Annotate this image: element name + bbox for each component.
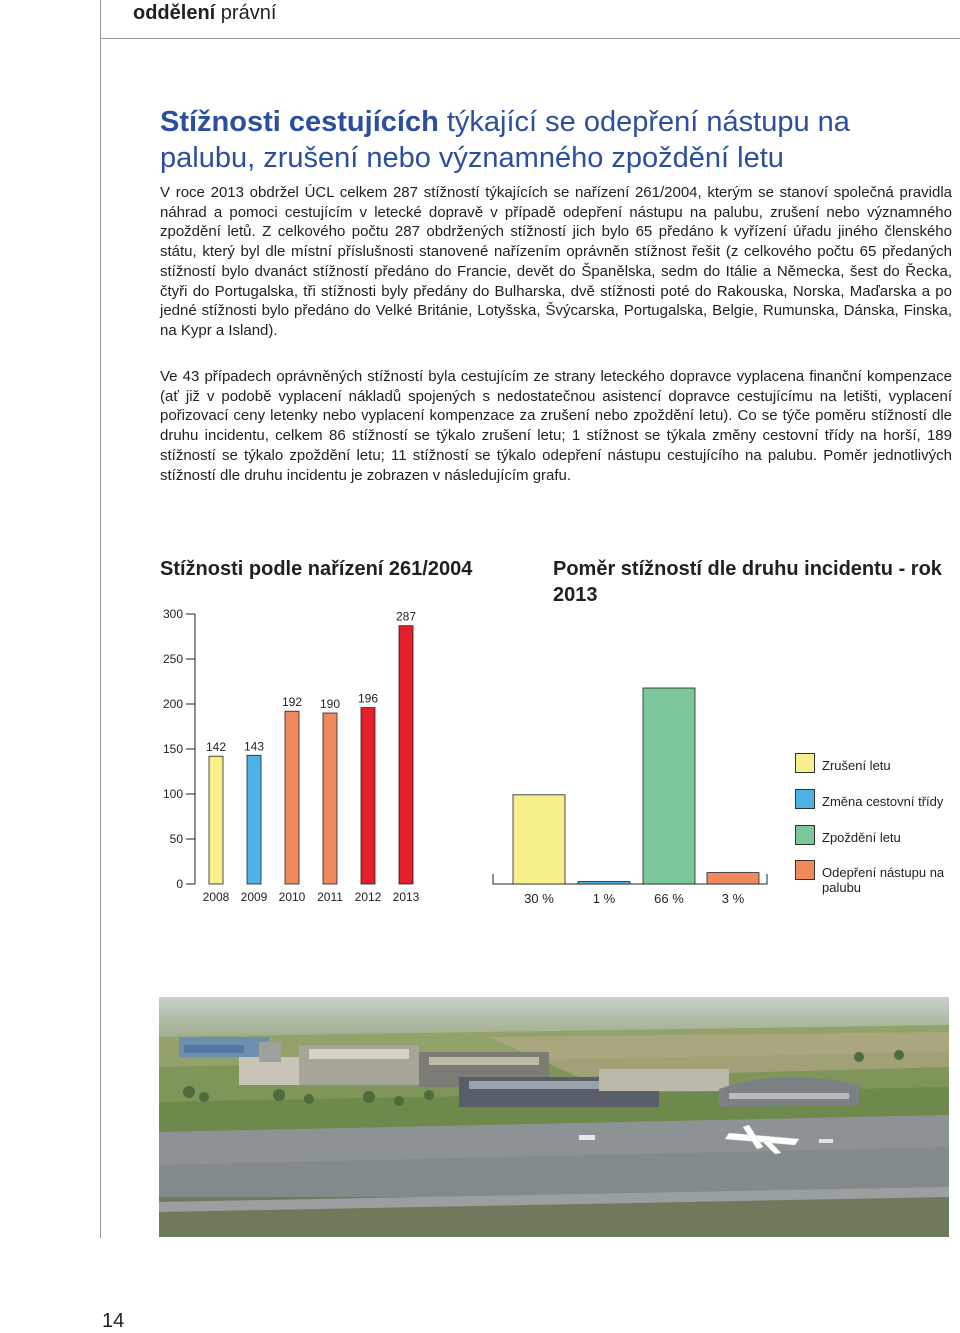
bar-4 bbox=[707, 873, 759, 884]
page-title bbox=[160, 104, 940, 176]
airport-aerial-photo bbox=[159, 997, 949, 1237]
section-header-rest: právní bbox=[220, 2, 277, 24]
bar-2012 bbox=[361, 708, 375, 884]
bar-2013 bbox=[399, 626, 413, 884]
bar-2 bbox=[578, 882, 630, 885]
bar-2011 bbox=[323, 713, 337, 884]
y-tick-label: 250 bbox=[162, 652, 183, 666]
page-title-bold: Stížnosti cestujících bbox=[160, 106, 439, 138]
bar-3 bbox=[643, 688, 695, 884]
y-tick-label: 150 bbox=[162, 742, 183, 756]
legend-swatch bbox=[795, 825, 815, 845]
y-tick-label: 100 bbox=[162, 787, 183, 801]
bar-percent-label: 3 % bbox=[721, 891, 745, 906]
x-tick-label: 2013 bbox=[392, 890, 420, 904]
bar-value-label: 196 bbox=[357, 691, 379, 706]
body-paragraph-2: Ve 43 případech oprávněných stížností byla cestujícím ze strany leteckého dopravce vyplacena finanční kompenzace (ať již v podobě vyplacení nákladů spojených s nedostatečnou asistencí dopravce cestujícímu na letišti, vyplacení pořizovací ceny letenky nebo vyplacení kompenzace za zrušení nebo zpoždění letu). Co se týče poměru stížností dle druhu incidentu, celkem 86 stížností se týkalo zrušení letu; 1 stížnost se týkala změny cestovní třídy na horší, 189 stížností se týkalo zpoždění letu; 11 stížností se týkalo odepření nástupu cestujícího na palubu. Poměr jednotlivých stížností dle druhu incidentu je zobrazen v následujícím grafu. bbox=[160, 368, 952, 484]
bar-1 bbox=[513, 795, 565, 884]
margin-rule bbox=[100, 38, 101, 1238]
y-tick-label: 0 bbox=[176, 877, 183, 891]
y-tick-label: 300 bbox=[162, 607, 183, 621]
bar-percent-label: 30 % bbox=[524, 891, 554, 906]
page-title-rest: týkající se odepření nástupu na palubu, zrušení nebo významného zpoždění letu bbox=[160, 106, 850, 174]
y-tick-label: 50 bbox=[169, 832, 183, 846]
legend-label: Změna cestovní třídy bbox=[822, 794, 944, 809]
chart-left-title: Stížnosti podle nařízení 261/2004 bbox=[160, 558, 473, 580]
legend-swatch bbox=[795, 753, 815, 773]
x-tick-label: 2012 bbox=[354, 890, 382, 904]
bar-percent-label: 1 % bbox=[592, 891, 616, 906]
x-tick-label: 2009 bbox=[240, 890, 268, 904]
legend-swatch bbox=[795, 860, 815, 880]
bar-2009 bbox=[247, 755, 261, 884]
section-header bbox=[133, 2, 276, 25]
legend-swatch bbox=[795, 789, 815, 809]
legend-label: Odepření nástupu na palubu bbox=[822, 865, 945, 895]
legend-label: Zpoždění letu bbox=[822, 830, 901, 845]
bar-percent-label: 66 % bbox=[654, 891, 684, 906]
section-header-bold: oddělení bbox=[133, 2, 216, 24]
incident-ratio-chart bbox=[485, 600, 775, 920]
legend-label: Zrušení letu bbox=[822, 758, 891, 773]
page-number: 14 bbox=[102, 1310, 125, 1332]
x-tick-label: 2008 bbox=[202, 890, 230, 904]
bar-2008 bbox=[209, 756, 223, 884]
header-rule bbox=[100, 38, 960, 39]
bar-value-label: 143 bbox=[243, 739, 265, 754]
bar-value-label: 142 bbox=[205, 740, 227, 755]
complaints-by-year-chart bbox=[150, 590, 440, 920]
body-paragraph-1: V roce 2013 obdržel ÚCL celkem 287 stížností týkajících se nařízení 261/2004, kterým se stanoví společná pravidla náhrad a pomoci cestujícím v letecké dopravě v případě odepření nástupu na palubu, zrušení nebo významného zpoždění letů. Z celkového počtu 287 obdržených stížností jich bylo 65 předáno k vyřízení úřadu jiného členského státu, který byl dle místní příslušnosti stanovené nařízením oprávněn stížnost řešit (z celkového počtu 65 předaných stížností bylo dvanáct stížností předáno do Francie, devět do Španělska, sedm do Itálie a Německa, šest do Řecka, čtyři do Portugalska, tři stížnosti byly předány do Bulharska, dvě stížnosti poté do Rakouska, Norska, Maďarska a po jedné stížnosti bylo předáno do Velké Británie, Lotyšska, Švýcarska, Portugalska, Belgie, Rumunska, Dánska, Finska, na Kypr a Island). bbox=[160, 184, 952, 339]
bar-value-label: 190 bbox=[319, 697, 341, 711]
chart-right-title: Poměr stížností dle druhu incidentu - rok 2013 bbox=[553, 558, 942, 606]
margin-rule-top bbox=[100, 0, 101, 38]
y-tick-label: 200 bbox=[162, 697, 183, 711]
bar-value-label: 287 bbox=[395, 609, 417, 624]
bar-value-label: 192 bbox=[281, 695, 303, 710]
x-tick-label: 2011 bbox=[317, 890, 343, 904]
bar-2010 bbox=[285, 711, 299, 884]
x-tick-label: 2010 bbox=[278, 890, 306, 904]
